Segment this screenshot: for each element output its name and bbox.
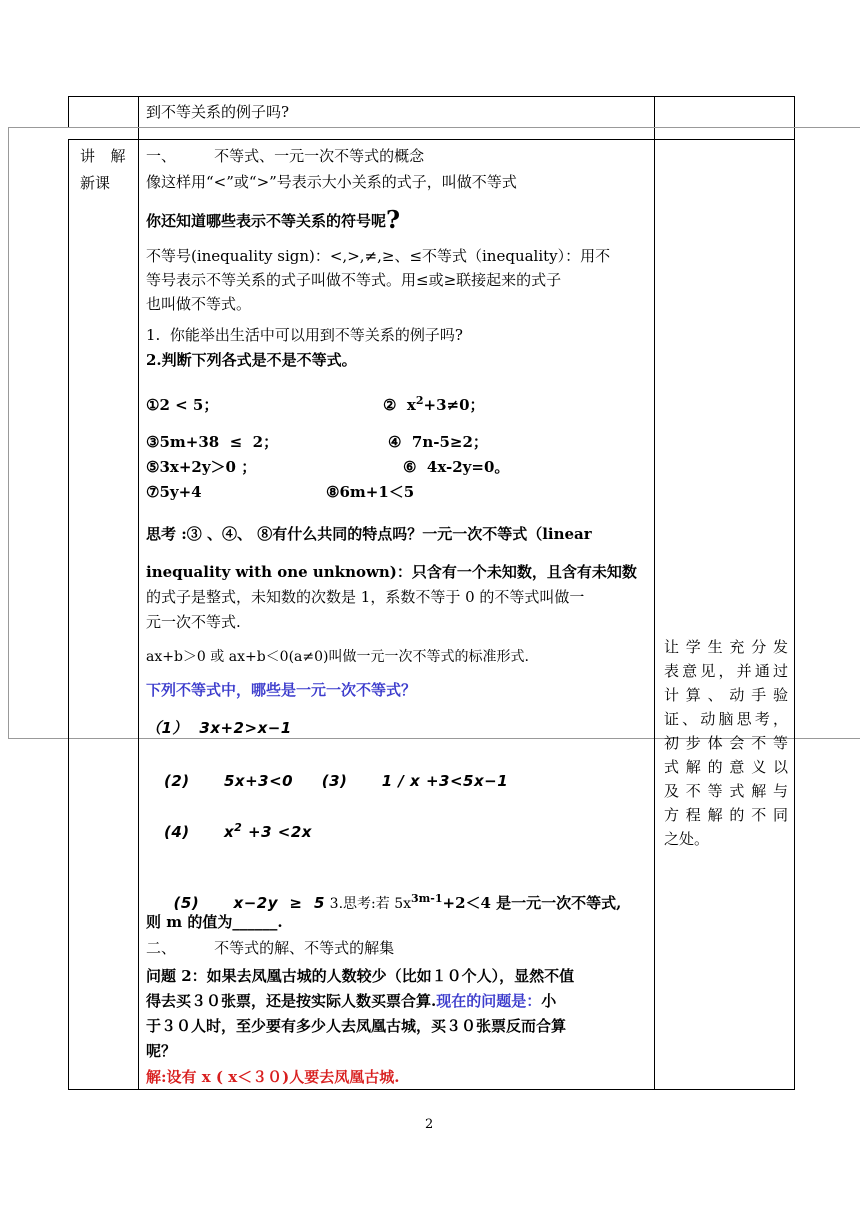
intro-text: 像这样用“<”或“>”号表示大小关系的式子，叫做不等式 — [146, 173, 517, 191]
table-line — [68, 139, 69, 739]
section-label-line2: 新课 — [80, 174, 111, 192]
list-item-4: (4) $x^2 +3 <2x$ — [164, 821, 312, 841]
heading-2: 二、 不等式的解、不等式的解集 — [146, 939, 395, 957]
expr-6: ⑥ 4x-2y=0。 — [403, 458, 510, 476]
table-line — [794, 128, 795, 1090]
question-blue: 下列不等式中，哪些是一元一次不等式？ — [146, 681, 417, 699]
table-line — [68, 96, 69, 128]
list-item-2-3: (2) 5x+3<0 (3) 1 / x +3<5x−1 — [164, 772, 509, 790]
heading-1: 一、 不等式、一元一次不等式的概念 — [146, 147, 425, 165]
question-symbols: 你还知道哪些表示不等关系的符号呢? — [146, 205, 401, 234]
frame-line — [8, 127, 860, 128]
list-item-1: （1） 3x+2>x−1 — [146, 719, 292, 737]
table-line — [794, 96, 795, 128]
side-note-line: 计算、动手验 — [664, 686, 788, 704]
item-2: 2.判断下列各式是不是不等式。 — [146, 351, 357, 369]
table-line — [68, 139, 795, 140]
side-note-line: 表意见，并通过 — [664, 662, 788, 680]
side-note-line: 让学生充分发 — [664, 638, 788, 656]
item-1: 1. 你能举出生活中可以用到不等关系的例子吗? — [146, 326, 463, 344]
definition-line-2: 等号表示不等关系的式子叫做不等式。用≤或≥联接起来的式子 — [146, 271, 562, 289]
think3-answer: 则 m 的值为______. — [146, 913, 283, 931]
definition-line-3: 也叫做不等式。 — [146, 295, 252, 313]
expr-8: ⑧6m+1＜5 — [326, 483, 415, 501]
solution-text: 解:设有 x ( x＜３０)人要去凤凰古城. — [146, 1068, 400, 1086]
table-line — [68, 96, 795, 97]
side-note-line-last: 之处。 — [664, 830, 710, 848]
linear-def-line-2: 的式子是整式，未知数的次数是 1，系数不等于 0 的不等式叫做一 — [146, 588, 585, 606]
section-label-line1: 讲 解 — [80, 147, 128, 165]
linear-def-line-3: 元一次不等式. — [146, 613, 241, 631]
problem2-line-1: 问题 2：如果去凤凰古城的人数较少（比如１０个人），显然不值 — [146, 967, 575, 985]
problem2-line-3: 于３０人时，至少要有多少人去凤凰古城，买３０张票反而合算 — [146, 1017, 567, 1035]
page-number: 2 — [425, 1117, 434, 1132]
question-mark: ? — [386, 205, 401, 234]
table-line — [68, 1089, 795, 1090]
expr-2: ② $x^2+3\ne 0$； — [383, 394, 485, 414]
side-note-line: 及不等式解与 — [664, 782, 788, 800]
side-note-line: 初步体会不等 — [664, 734, 788, 752]
think-line: 思考 :③ 、④、 ⑧有什么共同的特点吗？一元一次不等式（linear — [146, 525, 592, 543]
problem2-line-4: 呢？ — [146, 1042, 177, 1060]
table-line — [138, 96, 139, 128]
expr-4: ④ 7n-5≥2； — [388, 433, 488, 451]
top-row-text: 到不等关系的例子吗? — [146, 103, 290, 121]
list-item-5-think3: (5) x−2y ≥ 5 3.思考:若 $5x^{3m-1}+2<4$ 是一元一次不等式, — [173, 892, 622, 912]
frame-line — [8, 127, 9, 739]
expr-1: ①2 < 5； — [146, 396, 219, 414]
table-line — [654, 128, 655, 1090]
definition-line-1: 不等号(inequality sign)：<,>,≠,≥、≤不等式（inequality）：用不 — [146, 247, 611, 265]
linear-def-line-1: inequality with one unknown)：只含有一个未知数，且含有未知数 — [146, 563, 637, 581]
expr-7: ⑦5y+4 — [146, 483, 202, 501]
standard-form: ax+b＞0 或 ax+b＜0(a≠0)叫做一元一次不等式的标准形式. — [146, 649, 529, 665]
side-note-line: 式解的意义以 — [664, 758, 788, 776]
side-note-line: 方程解的不同 — [664, 806, 788, 824]
side-note-line: 证、动脑思考， — [664, 710, 788, 728]
table-line — [138, 128, 139, 1090]
side-note — [664, 635, 788, 851]
table-line — [68, 739, 69, 1090]
problem2-line-2: 得去买３０张票，还是按实际人数买票合算.现在的问题是：小 — [146, 992, 557, 1010]
expr-5: ⑤3x+2y＞0 ； — [146, 458, 257, 476]
expr-3: ③5m+38 ≤ 2； — [146, 433, 279, 451]
table-line — [654, 96, 655, 128]
